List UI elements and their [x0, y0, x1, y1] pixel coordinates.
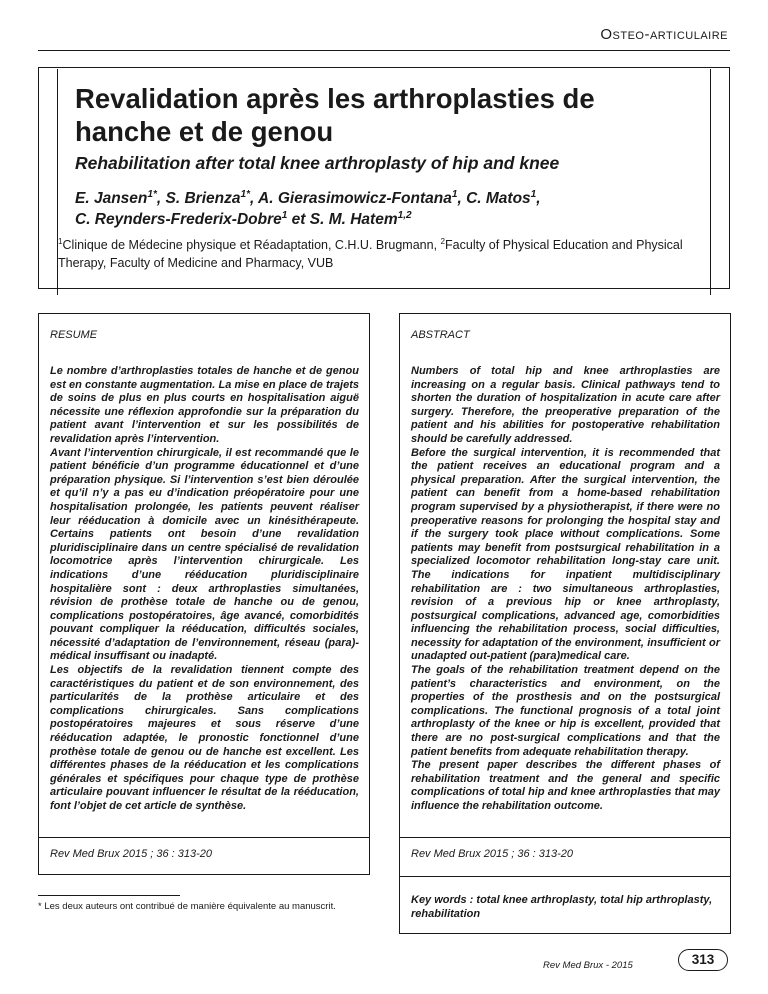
- resume-box: [38, 313, 370, 875]
- keywords: Key words : total knee arthroplasty, total hip arthroplasty, rehabilitation: [411, 894, 713, 920]
- author-name: E. Jansen: [75, 190, 148, 207]
- author-line-1: [75, 188, 715, 209]
- author-affiliation-marker: 1: [281, 209, 288, 221]
- resume-reference: Rev Med Brux 2015 ; 36 : 313-20: [50, 848, 213, 860]
- affiliations: [58, 236, 718, 272]
- author-separator: ,: [156, 190, 166, 207]
- abstract-paragraph: Numbers of total hip and knee arthroplasties are increasing on a regular basis. Clinical pathways tend to shorten the duration of hospitalization in acute care after surgery. Therefore, the preoperative preparation of the patient and his abilities for postoperative rehabilitation should be carefully addressed.: [411, 365, 720, 445]
- article-title-en: Rehabilitation after total knee arthroplasty of hip and knee: [75, 153, 560, 173]
- header-rule: [38, 50, 730, 51]
- affiliation-1: Clinique de Médecine physique et Réadaptation, C.H.U. Brugmann,: [62, 238, 441, 252]
- abstract-paragraph: Before the surgical intervention, it is recommended that the patient receives an educational program and a physical preparation. After the surgical intervention, the patient can benefit from a home-based rehabilitation program supervised by a physiotherapist, if there were no preoperative reasons for prolonging the hospital stay and if the surgery took place without complications. Some patients may benefit from postsurgical rehabilitation in a specialized locomotor rehabilitation long-stay care unit. The indications for inpatient multidisciplinary rehabilitation are : two simultaneous arthroplasties, revision of a previous hip or knee arthroplasty, postsurgical complications, advanced age, comorbidities influencing the rehabilitation process, social difficulties, necessity for adaptation of the environment, insufficient or unadapted out-patient (para)medical care.: [411, 446, 720, 663]
- resume-paragraph: Avant l’intervention chirurgicale, il est recommandé que le patient bénéficie d’un programme éducationnel et d’une préparation physique. Si l’intervention s’est bien déroulée et qu’il n’y a pas eu d’indication préopératoire pour une hospitalisation prolongée, les patients peuvent réaliser leur rééducation à domicile avec un kinésithérapeute. Certains patients ont besoin d’une revalidation pluridisciplinaire dans un centre spécialisé de revalidation locomotrice après l’intervention chirurgicale. Les indications d’une rééducation pluridisciplinaire hospitalière sont : deux arthroplasties simultanées, révision de prothèse totale de hanche ou de genou, complications postopératoires, âge avancé, comorbidités pouvant compliquer la rééducation, difficultés sociales, nécessité d’adaptation de l’environnement, réseau (para)-médical insuffisant ou inadapté.: [50, 446, 359, 663]
- abstract-reference: Rev Med Brux 2015 ; 36 : 313-20: [411, 848, 574, 860]
- affiliation-marker-2: 2: [440, 236, 446, 246]
- abstract-paragraph: The present paper describes the different phases of rehabilitation treatment and the general and specific complications of total hip and knee arthroplasties that may influence the rehabilitation outcome.: [411, 759, 720, 812]
- author-line-2: [75, 209, 715, 230]
- author-affiliation-marker: 1,2: [397, 209, 412, 221]
- footnote-rule: [38, 895, 180, 896]
- author-affiliation-marker: 1*: [240, 188, 250, 200]
- author-affiliation-marker: 1: [451, 188, 458, 200]
- author-separator: ,: [536, 190, 541, 207]
- resume-paragraph: Le nombre d’arthroplasties totales de hanche et de genou est en constante augmentation. La mise en place de trajets de soins de plus en plus courts en hospitalisation aiguë nécessite une réflexion approfondie sur la préparation du patient avant l’intervention et sur les possibilités de revalidation après l’intervention.: [50, 365, 359, 445]
- abstract-rule-2: [400, 876, 730, 877]
- affiliation-2: Faculty of Physical Education and Physical Therapy, Faculty of Medicine and Pharmacy, VUB: [58, 238, 683, 270]
- abstract-box: [399, 313, 731, 934]
- author-name: S. Brienza: [165, 190, 241, 207]
- section-header: Osteo-articulaire: [600, 26, 728, 43]
- author-affiliation-marker: 1*: [147, 188, 157, 200]
- author-separator: et: [287, 211, 310, 228]
- author-name: C. Matos: [466, 190, 531, 207]
- abstract-body: [411, 365, 720, 814]
- article-title-fr: Revalidation après les arthroplasties de hanche et de genou: [75, 83, 595, 147]
- resume-body: [50, 365, 359, 814]
- affiliation-marker-1: 1: [58, 236, 63, 246]
- resume-paragraph: Les objectifs de la revalidation tiennent compte des caractéristiques du patient et de son environnement, des particularités de la prothèse articulaire et des complications chirurgicales. Sans complications postopératoires majeures et sous réserve d’une rééducation adaptée, le pronostic fonctionnel d’une prothèse totale de genou ou de hanche est excellent. Les différentes phases de la rééducation et les complications générales et spécifiques pour chaque type de prothèse articulaire pouvant influencer le résultat de la rééducation, font l’objet de cet article de synthèse.: [50, 664, 359, 812]
- abstract-heading: ABSTRACT: [411, 329, 470, 341]
- resume-rule: [39, 837, 369, 838]
- page-number: 313: [678, 949, 728, 971]
- author-affiliation-marker: 1: [530, 188, 537, 200]
- author-name: C. Reynders-Frederix-Dobre: [75, 211, 282, 228]
- author-list: [75, 188, 715, 230]
- abstract-rule: [400, 837, 730, 838]
- footer-journal-ref: Rev Med Brux - 2015: [543, 960, 633, 971]
- footnote: * Les deux auteurs ont contribué de manière équivalente au manuscrit.: [38, 901, 336, 912]
- resume-heading: RESUME: [50, 329, 98, 341]
- author-separator: ,: [249, 190, 259, 207]
- author-separator: ,: [457, 190, 467, 207]
- abstract-paragraph: The goals of the rehabilitation treatment depend on the patient’s characteristics and environment, on the properties of the prosthesis and on the postsurgical complications. The functional prognosis of a total joint arthroplasty of the knee or hip is excellent, provided that there are no post-surgical complications and that the patient benefits from adequate rehabilitation therapy.: [411, 664, 720, 758]
- author-name: S. M. Hatem: [309, 211, 398, 228]
- author-name: A. Gierasimowicz-Fontana: [258, 190, 452, 207]
